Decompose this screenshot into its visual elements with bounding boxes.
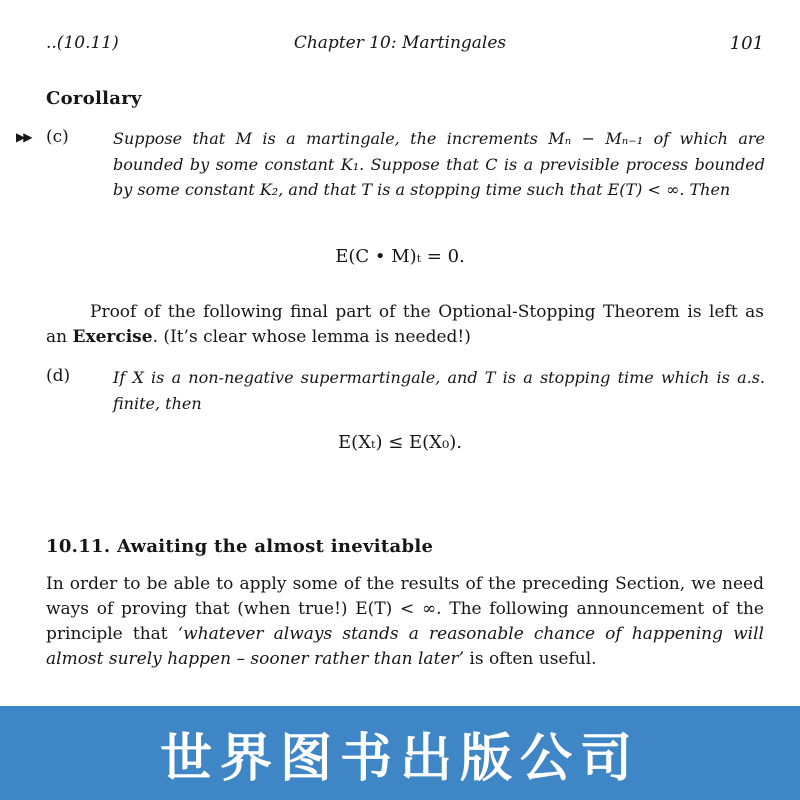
corollary-statement: Suppose that M is a martingale, the increments Mₙ − Mₙ₋₁ of which are bounded by some constant K₁. Suppose that C is a previsible process bounded by some constant K₂, and that T is a stopping time such that E(T) < ∞. Then bbox=[113, 129, 765, 199]
item-d-statement: If X is a non-negative supermartingale, and T is a stopping time which is a.s. finite, then bbox=[113, 368, 765, 413]
corollary-equation: E(C • M)ₜ = 0. bbox=[335, 246, 465, 267]
exercise-label: Exercise bbox=[72, 327, 153, 347]
section-quote: ‘whatever always stands a reasonable chance of happening will almost surely happen – sooner rather than later’ bbox=[46, 624, 764, 669]
proof-paragraph bbox=[46, 300, 764, 350]
item-label-d: (d) bbox=[46, 366, 71, 386]
important-marker-icon: ▶▶ bbox=[16, 130, 31, 144]
page-number: 101 bbox=[729, 33, 764, 54]
proof-text-before: Proof of the following final part of the Optional-Stopping Theorem is left as an bbox=[46, 302, 764, 347]
section-paragraph bbox=[46, 572, 764, 672]
corollary-heading: Corollary bbox=[46, 88, 142, 109]
running-head-chapter: Chapter 10: Martingales bbox=[293, 33, 507, 53]
item-label-c: (c) bbox=[46, 127, 69, 147]
proof-text-after: . (It’s clear whose lemma is needed!) bbox=[152, 327, 471, 347]
section-title: 10.11. Awaiting the almost inevitable bbox=[46, 536, 434, 557]
section-text-before: In order to be able to apply some of the results of the preceding Section, we need ways of proving that (when true!) E(T) < ∞. The following announcement of the principle that bbox=[46, 574, 764, 644]
publisher-banner: 世界图书出版公司 bbox=[0, 706, 800, 800]
item-d-equation: E(Xₜ) ≤ E(X₀). bbox=[338, 432, 462, 453]
section-text-after: is often useful. bbox=[464, 649, 597, 669]
running-head-section: ..(10.11) bbox=[46, 33, 119, 53]
